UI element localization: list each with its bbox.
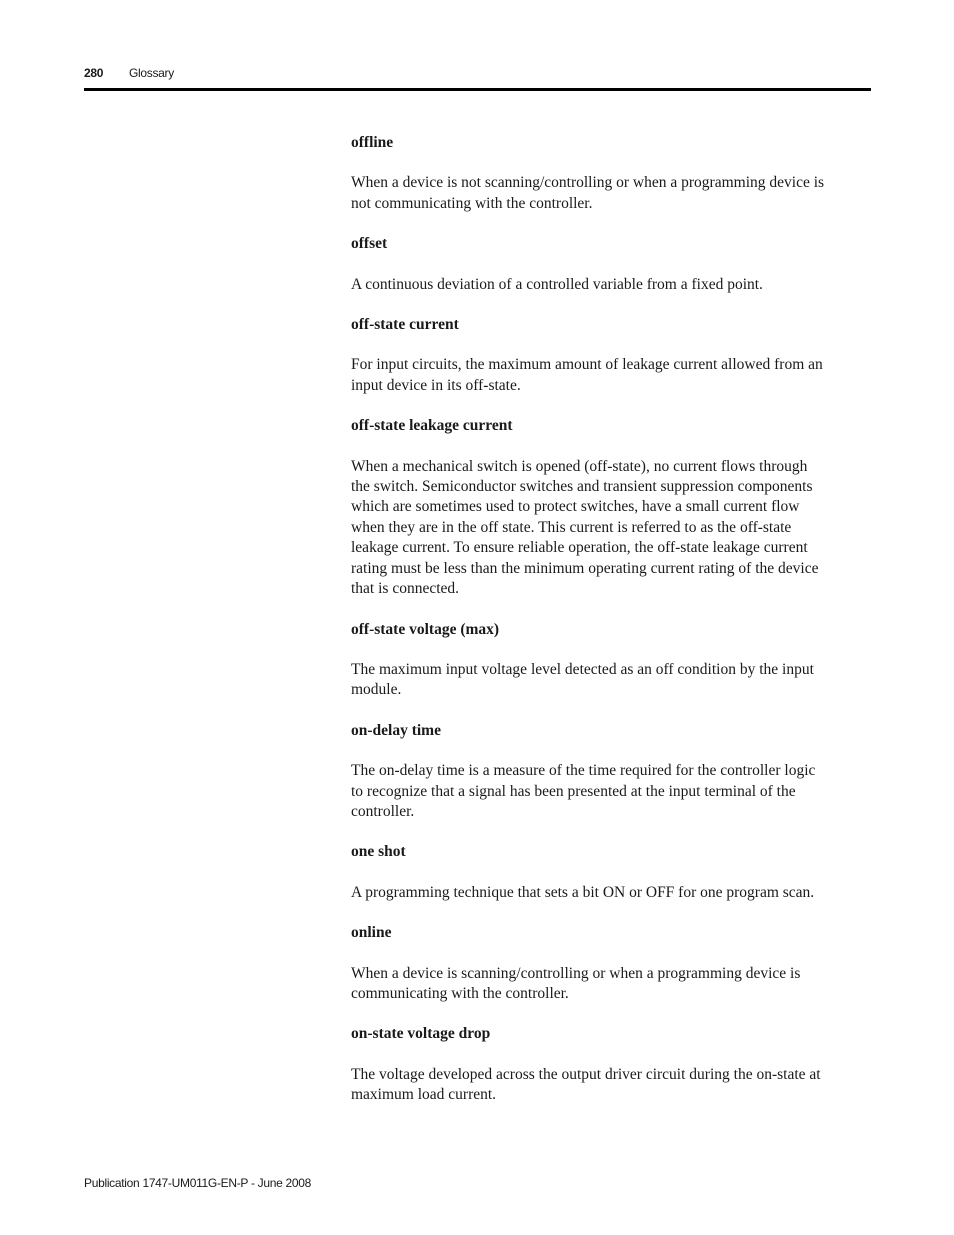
- glossary-definition: The voltage developed across the output driver circuit during the on-state at maximum load current.: [351, 1065, 821, 1104]
- glossary-entry-one-shot: [351, 842, 826, 903]
- glossary-definition: When a mechanical switch is opened (off-state), no current flows through the switch. Semiconductor switches and transient suppression components which are sometimes used to protect switches, have a small current flow when they are in the off state. This current is referred to as the off-state leakage current. To ensure reliable operation, the off-state leakage current rating must be less than the minimum operating current rating of the device that is connected.: [351, 457, 819, 598]
- glossary-term: offset: [351, 235, 388, 253]
- glossary-entry-off-state-current: [351, 315, 826, 396]
- glossary-definition: The maximum input voltage level detected as an off condition by the input module.: [351, 660, 814, 699]
- glossary-definition: The on-delay time is a measure of the time required for the controller logic to recognize that a signal has been presented at the input terminal of the controller.: [351, 762, 816, 820]
- glossary-definition: For input circuits, the maximum amount of leakage current allowed from an input device in its off-state.: [351, 356, 823, 394]
- glossary-term: on-delay time: [351, 721, 441, 739]
- glossary-entry-on-delay-time: [351, 721, 826, 823]
- glossary-entry-off-state-voltage-max: [351, 620, 826, 701]
- glossary-list: [351, 133, 826, 1106]
- header-divider: [84, 88, 871, 91]
- page-number: 280: [84, 66, 104, 80]
- glossary-definition: A programming technique that sets a bit ON or OFF for one program scan.: [351, 883, 815, 901]
- section-title: Glossary: [129, 66, 174, 80]
- glossary-term: online: [351, 924, 392, 942]
- glossary-term: on-state voltage drop: [351, 1025, 491, 1043]
- glossary-definition: When a device is not scanning/controlling or when a programming device is not communicating with the controller.: [351, 174, 825, 212]
- glossary-term: off-state voltage (max): [351, 620, 500, 638]
- glossary-definition: When a device is scanning/controlling or when a programming device is communicating with the controller.: [351, 964, 801, 1002]
- glossary-entry-on-state-voltage-drop: [351, 1024, 826, 1105]
- glossary-definition: A continuous deviation of a controlled variable from a fixed point.: [351, 275, 763, 293]
- publication-footer: Publication 1747-UM011G-EN-P - June 2008: [84, 1176, 312, 1190]
- glossary-term: off-state leakage current: [351, 417, 513, 435]
- glossary-entry-off-state-leakage-current: [351, 416, 826, 599]
- glossary-term: off-state current: [351, 316, 459, 334]
- glossary-entry-offset: [351, 234, 826, 295]
- glossary-term: one shot: [351, 843, 406, 861]
- glossary-term: offline: [351, 134, 394, 151]
- glossary-entry-online: [351, 923, 826, 1004]
- glossary-entry-offline: [351, 133, 826, 214]
